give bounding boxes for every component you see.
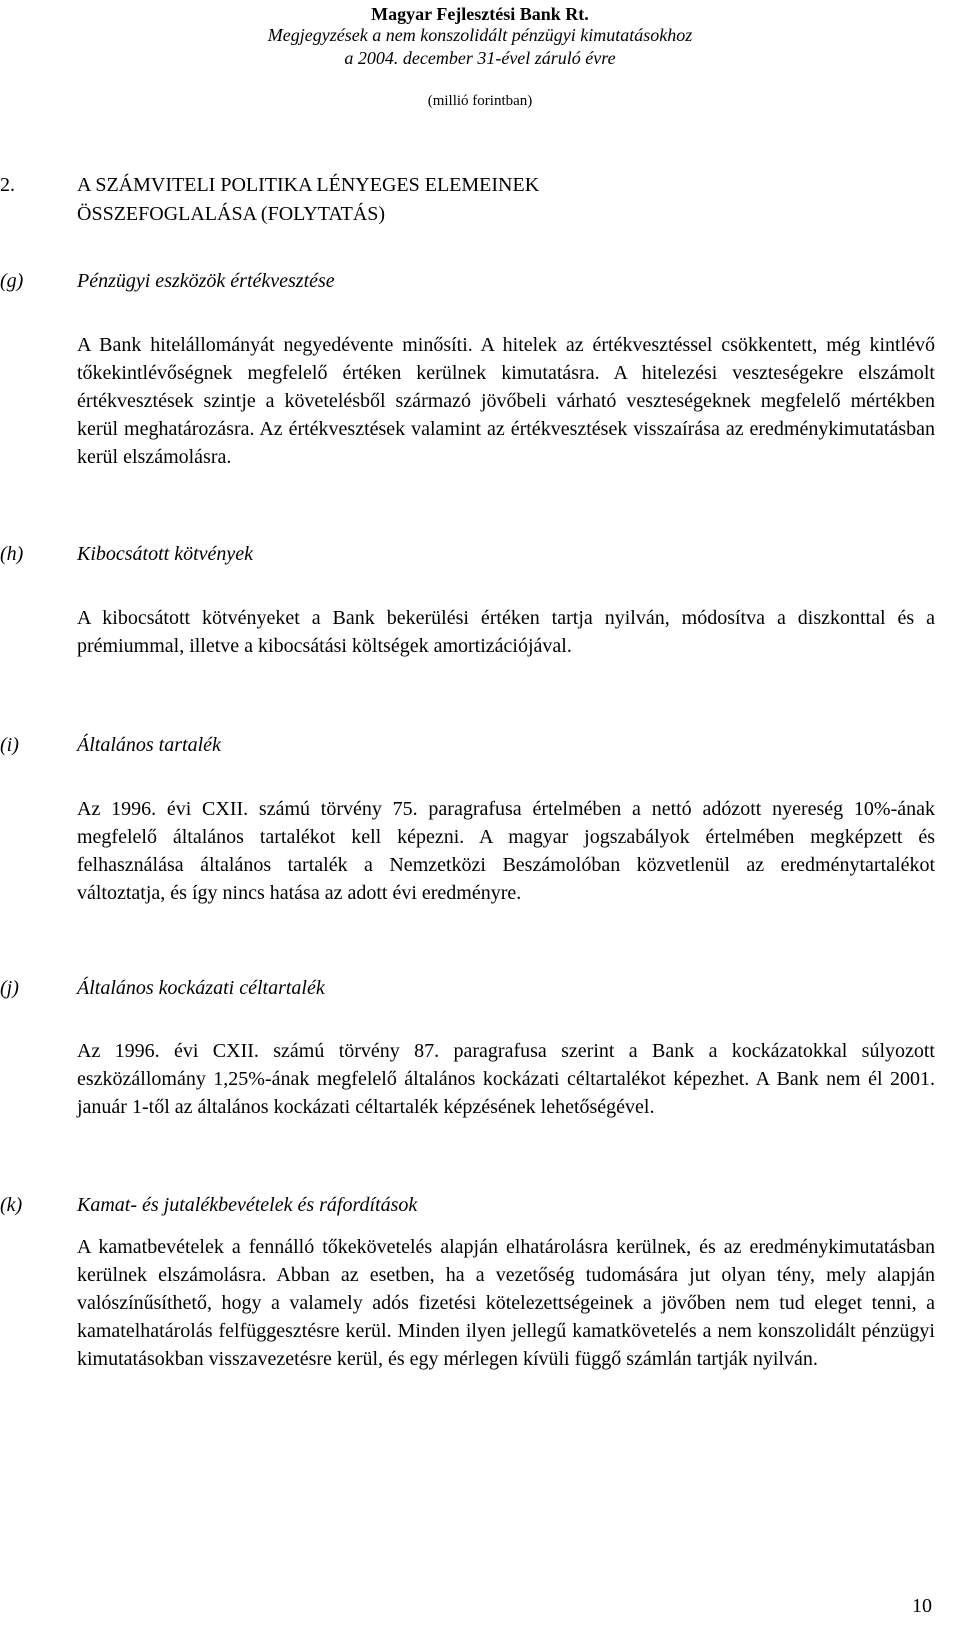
section-letter-j: (j) — [0, 977, 19, 999]
chapter-title-line-2: ÖSSZEFOGLALÁSA (FOLYTATÁS) — [77, 203, 386, 225]
section-text-j: Az 1996. évi CXII. számú törvény 87. paragrafusa szerint a Bank a kockázatokkal súlyozott eszközállomány 1,25%-ának megfelelő általános kockázati céltartalékot képezhet. A Bank nem él 2001. január 1-től az általános kockázati céltartalék képzésének lehetőségével. — [77, 1040, 935, 1118]
section-letter-h: (h) — [0, 543, 24, 565]
section-letter-g: (g) — [0, 270, 24, 292]
section-title-j: Általános kockázati céltartalék — [77, 977, 325, 999]
page-number: 10 — [912, 1595, 932, 1617]
section-title-i: Általános tartalék — [77, 734, 221, 756]
section-title-g: Pénzügyi eszközök értékvesztése — [77, 270, 335, 292]
section-letter-k: (k) — [0, 1194, 23, 1216]
section-text-g: A Bank hitelállományát negyedévente minősíti. A hitelek az értékvesztéssel csökkentett, még kintlévő tőkekintlévőségnek megfelelő értéken kerülnek kimutatásra. A hitelezési veszteségekre elszámolt értékvesztések szintje a követelésből származó jövőbeli várható veszteségeknek megfelelő mértékben kerül meghatározásra. Az értékvesztések valamint az értékvesztések visszaírása az eredménykimutatásban kerül elszámolásra. — [77, 334, 935, 468]
report-subtitle: Megjegyzések a nem konszolidált pénzügyi kimutatásokhoz — [267, 25, 693, 45]
section-text-k: A kamatbevételek a fennálló tőkekövetelés alapján elhatárolásra kerülnek, és az eredménykimutatásban kerülnek elszámolásra. Abban az esetben, ha a vezetőség tudomására jut olyan tény, mely alapján valószínűsíthető, hogy a valamely adós fizetési kötelezettségeinek a jövőben nem tud eleget tenni, a kamatelhatárolás felfüggesztésre kerül. Minden ilyen jellegű kamatkövetelés a nem konszolidált pénzügyi kimutatásokban visszavezetésre kerül, és egy mérlegen kívüli függő számlán tartják nyilván. — [77, 1236, 935, 1370]
chapter-title — [77, 171, 777, 229]
chapter-number: 2. — [0, 174, 15, 196]
currency-unit: (millió forintban) — [427, 93, 533, 109]
section-title-h: Kibocsátott kötvények — [77, 543, 254, 565]
bank-name: Magyar Fejlesztési Bank Rt. — [371, 4, 589, 24]
report-period: a 2004. december 31-ével záruló évre — [344, 48, 616, 68]
chapter-title-line-1: A SZÁMVITELI POLITIKA LÉNYEGES ELEMEINEK — [77, 174, 540, 196]
section-letter-i: (i) — [0, 734, 19, 756]
section-text-h: A kibocsátott kötvényeket a Bank bekerülési értéken tartja nyilván, módosítva a diszkonttal és a prémiummal, illetve a kibocsátási költségek amortizációjával. — [77, 607, 935, 657]
section-title-k: Kamat- és jutalékbevételek és ráfordítások — [77, 1194, 418, 1216]
section-text-i: Az 1996. évi CXII. számú törvény 75. paragrafusa értelmében a nettó adózott nyereség 10%-ának megfelelő általános tartalékot kell képezni. A magyar jogszabályok értelmében megképzett és felhasználása általános tartalék a Nemzetközi Beszámolóban közvetlenül az eredménytartalékot változtatja, és így nincs hatása az adott évi eredményre. — [77, 798, 935, 904]
